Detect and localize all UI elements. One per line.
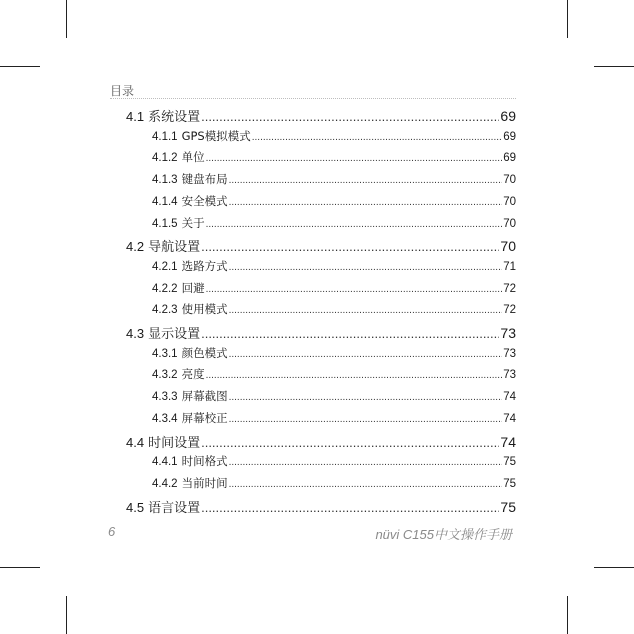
toc-entry-page-number: 75: [503, 477, 516, 490]
toc-entry-title: 语言设置: [148, 500, 201, 516]
toc-entry-page-number: 72: [503, 304, 516, 317]
toc-entry-page-number: 73: [500, 325, 516, 341]
toc-dot-leader: [206, 152, 503, 164]
toc-dot-leader: [206, 369, 503, 381]
toc-entry-number: 4.2.2: [152, 282, 178, 295]
toc-entry-title: 导航设置: [148, 240, 201, 256]
toc-entry-page-number: 70: [503, 217, 516, 230]
toc-dot-leader: [201, 109, 499, 124]
toc-entry-title: 单位: [181, 150, 205, 165]
toc-entry-title: 选路方式: [181, 258, 228, 273]
toc-subsection-entry[interactable]: [152, 301, 516, 317]
toc-entry-title: 系统设置: [148, 110, 201, 125]
toc-dot-leader: [201, 500, 499, 515]
toc-dot-leader: [229, 478, 503, 490]
toc-entry-page-number: 73: [503, 369, 516, 382]
toc-entry-page-number: 74: [500, 433, 516, 450]
toc-subsection-entry[interactable]: [152, 410, 516, 426]
toc-entry-page-number: 72: [503, 282, 516, 295]
toc-entry-page-number: 75: [500, 498, 516, 515]
toc-subsection-entry[interactable]: [152, 475, 516, 491]
toc-dot-leader: [229, 391, 503, 403]
toc-section-entry[interactable]: [126, 236, 516, 255]
toc-entry-title: GPS模拟模式: [181, 128, 251, 143]
toc-dot-leader: [201, 326, 499, 341]
toc-dot-leader: [206, 283, 503, 295]
toc-entry-number: 4.3.4: [152, 412, 178, 425]
toc-entry-number: 4.1.3: [152, 174, 178, 187]
toc-entry-number: 4.2: [126, 239, 145, 255]
toc-entry-title: 时间设置: [148, 435, 201, 451]
toc-entry-number: 4.4.1: [152, 456, 178, 469]
toc-entry-number: 4.3: [126, 326, 145, 341]
page-header: 目录: [110, 84, 135, 98]
toc-subsection-entry[interactable]: [152, 171, 516, 187]
toc-subsection-entry[interactable]: [152, 453, 516, 469]
toc-entry-page-number: 70: [503, 195, 516, 208]
toc-entry-number: 4.3.1: [152, 347, 178, 360]
footer-page-number: 6: [108, 524, 116, 539]
toc-entry-title: 颜色模式: [181, 345, 228, 360]
toc-dot-leader: [229, 456, 503, 468]
toc-entry-title: 屏幕截图: [181, 389, 228, 404]
toc-subsection-entry[interactable]: [152, 128, 516, 144]
toc-dot-leader: [252, 131, 502, 143]
toc-dot-leader: [201, 435, 499, 450]
toc-subsection-entry[interactable]: [152, 149, 516, 165]
toc-entry-page-number: 69: [503, 130, 516, 143]
toc-entry-number: 4.1: [126, 109, 145, 124]
toc-dot-leader: [229, 261, 503, 273]
toc-entry-number: 4.3.2: [152, 369, 178, 382]
toc-entry-page-number: 69: [503, 152, 516, 165]
toc-section-entry[interactable]: [126, 323, 516, 342]
toc-section-entry[interactable]: [126, 497, 516, 516]
toc-entry-number: 4.1.5: [152, 217, 178, 230]
toc-entry-title: 亮度: [181, 367, 205, 382]
toc-subsection-entry[interactable]: [152, 258, 516, 274]
toc-subsection-entry[interactable]: [152, 366, 516, 382]
toc-entry-page-number: 70: [500, 238, 516, 255]
toc-subsection-entry[interactable]: [152, 193, 516, 209]
footer-document-title: nüvi C155中文操作手册: [375, 527, 512, 542]
toc-entry-title: 键盘布局: [181, 172, 228, 187]
toc-entry-number: 4.1.1: [152, 130, 178, 143]
toc-subsection-entry[interactable]: [152, 345, 516, 361]
toc-entry-page-number: 73: [503, 347, 516, 360]
toc-entry-title: 显示设置: [148, 327, 201, 342]
toc-dot-leader: [229, 304, 503, 316]
toc-entry-title: 安全模式: [181, 193, 228, 208]
toc-entry-title: 关于: [181, 215, 205, 230]
toc-entry-page-number: 69: [500, 108, 516, 124]
toc-dot-leader: [229, 196, 503, 208]
toc-entry-number: 4.1.4: [152, 195, 178, 208]
toc-entry-page-number: 74: [503, 412, 516, 425]
toc-section-entry[interactable]: [126, 432, 516, 451]
toc-entry-page-number: 71: [503, 260, 516, 273]
toc-subsection-entry[interactable]: [152, 388, 516, 404]
toc-entry-number: 4.3.3: [152, 391, 178, 404]
toc-entry-number: 4.4.2: [152, 477, 178, 490]
toc-entry-page-number: 74: [503, 391, 516, 404]
toc-entry-title: 时间格式: [181, 454, 228, 469]
toc-entry-title: 回避: [181, 280, 205, 295]
toc-entry-number: 4.5: [126, 499, 145, 515]
toc-entry-number: 4.2.1: [152, 260, 178, 273]
toc-dot-leader: [229, 174, 503, 186]
toc-entry-title: 使用模式: [181, 302, 228, 317]
toc-entry-title: 当前时间: [181, 475, 228, 490]
toc-section-entry[interactable]: [126, 106, 516, 125]
toc-entry-number: 4.2.3: [152, 304, 178, 317]
toc-dot-leader: [229, 413, 503, 425]
toc-dot-leader: [206, 218, 503, 230]
toc-entry-number: 4.1.2: [152, 152, 178, 165]
toc-entry-page-number: 75: [503, 456, 516, 469]
toc-entry-number: 4.4: [126, 434, 145, 450]
toc-dot-leader: [201, 239, 499, 254]
toc-entry-title: 屏幕校正: [181, 410, 228, 425]
toc-entry-page-number: 70: [503, 174, 516, 187]
toc-subsection-entry[interactable]: [152, 280, 516, 296]
toc-subsection-entry[interactable]: [152, 215, 516, 231]
toc-dot-leader: [229, 348, 503, 360]
